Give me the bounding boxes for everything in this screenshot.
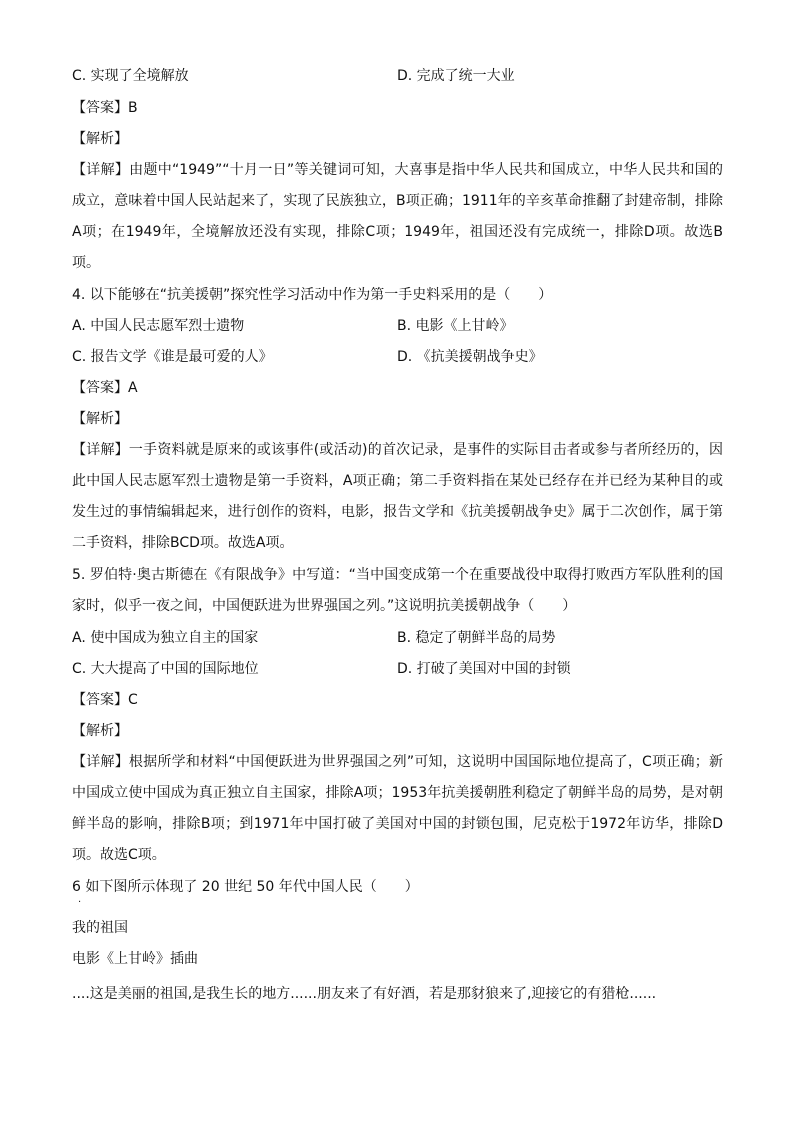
q6-dot: ·	[78, 897, 82, 908]
q6-stem: 6 如下图所示体现了 20 世纪 50 年代中国人民（ ）	[72, 879, 419, 895]
q5-option-d: D. 打破了美国对中国的封锁	[397, 661, 571, 677]
q6-song-source: 电影《上甘岭》插曲	[72, 951, 198, 967]
q5-detail: 【详解】根据所学和材料“中国便跃进为世界强国之列”可知，这说明中国国际地位提高了，C项正确；新中国成立使中国成为真正独立自主国家，排除A项；1953年抗美援朝胜利稳定了朝鲜半岛的局势，是对朝鲜半岛的影响，排除B项；到1971年中国打破了美国对中国的封锁包围，尼克松于1972年访华，排除D项。故选C项。	[72, 754, 723, 863]
q3-option-c: C. 实现了全境解放	[72, 68, 189, 84]
q4-option-b: B. 电影《上甘岭》	[397, 318, 514, 334]
q4-stem: 4. 以下能够在“抗美援朝”探究性学习活动中作为第一手史料采用的是（ ）	[72, 287, 553, 303]
q4-detail: 【详解】一手资料就是原来的或该事件(或活动)的首次记录，是事件的实际目击者或参与者所经历的，因此中国人民志愿军烈士遗物是第一手资料，A项正确；第二手资料指在某处已经存在并已经为某种目的或发生过的事情编辑起来，进行创作的资料，电影，报告文学和《抗美援朝战争史》属于二次创作，属于第二手资料，排除BCD项。故选A项。	[72, 442, 723, 551]
q4-option-d: D. 《抗美援朝战争史》	[397, 349, 543, 365]
q3-option-d: D. 完成了统一大业	[397, 68, 515, 84]
q6-lyrics: ....这是美丽的祖国,是我生长的地方......朋友来了有好酒，若是那豺狼来了,迎接它的有猎枪......	[72, 986, 657, 1002]
q4-answer: 【答案】A	[72, 380, 138, 396]
q4-option-a: A. 中国人民志愿军烈士遗物	[72, 318, 245, 334]
q3-answer: 【答案】B	[72, 100, 138, 116]
q3-analysis-label: 【解析】	[72, 131, 128, 147]
q4-option-c: C. 报告文学《谁是最可爱的人》	[72, 349, 273, 365]
q3-detail: 【详解】由题中“1949”“十月一日”等关键词可知，大喜事是指中华人民共和国成立，中华人民共和国的成立，意味着中国人民站起来了，实现了民族独立，B项正确；1911年的辛亥革命推翻了封建帝制，排除A项；在1949年，全境解放还没有实现，排除C项；1949年，祖国还没有完成统一，排除D项。故选B项。	[72, 162, 723, 271]
q5-option-a: A. 使中国成为独立自主的国家	[72, 630, 259, 646]
q5-answer: 【答案】C	[72, 692, 138, 708]
q5-option-c: C. 大大提高了中国的国际地位	[72, 661, 259, 677]
q6-song-title: 我的祖国	[72, 920, 128, 936]
q5-stem: 5. 罗伯特·奥古斯德在《有限战争》中写道：“当中国变成第一个在重要战役中取得打败西方军队胜利的国家时，似乎一夜之间，中国便跃进为世界强国之列。”这说明抗美援朝战争（ ）	[72, 567, 723, 614]
q4-analysis-label: 【解析】	[72, 411, 128, 427]
q5-option-b: B. 稳定了朝鲜半岛的局势	[397, 630, 556, 646]
q5-analysis-label: 【解析】	[72, 723, 128, 739]
